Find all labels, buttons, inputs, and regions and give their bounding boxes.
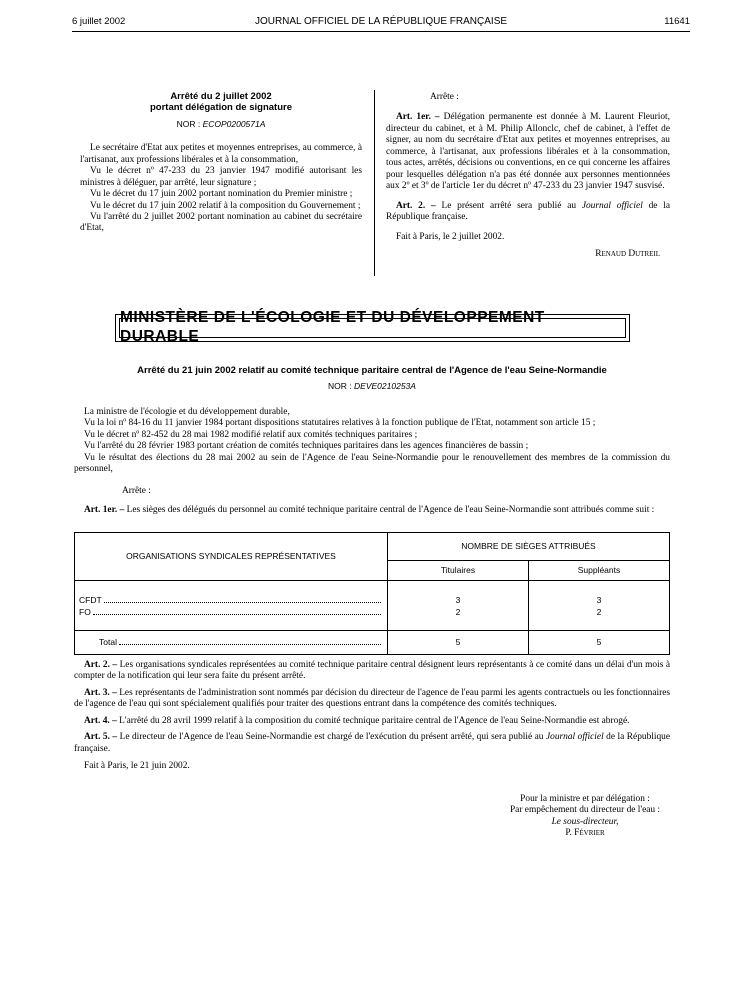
nor-label: NOR : xyxy=(328,380,355,391)
arrete1-visa: Vu le décret du 17 juin 2002 relatif à la composition du Gouvernement ; xyxy=(90,200,361,211)
arrete2-article xyxy=(74,688,670,711)
signature-line: Pour la ministre et par délégation : xyxy=(520,794,650,804)
org-name: FO xyxy=(79,607,91,617)
article-label: Art. 3. – xyxy=(84,687,117,698)
arrete1-nor xyxy=(80,119,362,129)
total-suppleants: 5 xyxy=(529,631,670,655)
fo-suppleants: 2 xyxy=(596,607,602,617)
table-header-sieges: NOMBRE DE SIÈGES ATTRIBUÉS xyxy=(388,533,670,561)
arrete2-article-5 xyxy=(74,732,670,755)
dot-leader xyxy=(104,594,381,603)
nor-label: NOR : xyxy=(176,118,203,129)
arrete2-article xyxy=(74,660,670,683)
table-header-suppleants: Suppléants xyxy=(529,561,670,581)
page-header xyxy=(72,16,690,32)
ministry-banner xyxy=(115,309,630,345)
journal-title: JOURNAL OFFICIEL DE LA RÉPUBLIQUE FRANÇAISE xyxy=(254,16,508,27)
fo-titulaires: 2 xyxy=(455,607,461,617)
article-label: Art. 4. – xyxy=(84,715,117,726)
arrete2-visa: Vu le décret nº 82-452 du 28 mai 1982 modifié relatif aux comités techniques paritaires ; xyxy=(84,429,418,440)
arrete1-signature: Renaud Dutreil xyxy=(595,249,660,260)
arrete1-title-line2: portant délégation de signature xyxy=(150,101,292,113)
org-row-fo xyxy=(79,606,383,618)
table-cell-titulaires xyxy=(388,581,529,631)
table-cell-orgs xyxy=(75,581,388,631)
header-date: 6 juillet 2002 xyxy=(72,16,126,27)
article-label: Art. 2. – xyxy=(84,660,118,670)
article-text: de la République française. xyxy=(74,732,670,754)
arrete1-visa: Vu l'arrêté du 2 juillet 2002 portant nomination au cabinet du secrétaire d'Etat, xyxy=(80,212,362,234)
arrete2-visa: Vu la loi nº 84-16 du 11 janvier 1984 portant dispositions statutaires relatives à la fonction publique de l'Etat, notamment son article 15 ; xyxy=(84,418,596,429)
article-label: Art. 1er. – xyxy=(396,112,440,123)
arrete2-title: Arrêté du 21 juin 2002 relatif au comité technique paritaire central de l'Agence de l'eau Seine-Normandie xyxy=(137,365,607,376)
nor-code: DEVE0210253A xyxy=(354,380,416,391)
article-text: Les sièges des délégués du personnel au comité technique paritaire central de l'Agence de l'eau Seine-Normandie sont attribués comme suit : xyxy=(126,505,655,516)
arrete1-fait: Fait à Paris, le 2 juillet 2002. xyxy=(396,231,505,242)
signature-name: P. Février xyxy=(565,828,605,839)
table-row xyxy=(75,581,670,631)
arrete2-article xyxy=(74,716,670,727)
org-row-cfdt xyxy=(79,594,383,606)
arrete2-visas xyxy=(74,407,670,517)
arrete2-heading xyxy=(74,366,670,391)
arrete2-fait: Fait à Paris, le 21 juin 2002. xyxy=(84,761,190,772)
article-text: Le directeur de l'Agence de l'eau Seine-Normandie est chargé de l'exécution du présent arrêté, qui sera publié au xyxy=(119,732,546,743)
article-label: Art. 2. – xyxy=(396,200,436,211)
arrete2-arrete-label: Arrête : xyxy=(122,485,151,496)
org-name: CFDT xyxy=(79,595,102,605)
signature-title: Le sous-directeur, xyxy=(551,816,619,827)
arrete1-article-1 xyxy=(386,112,670,192)
arrete2-nor xyxy=(74,381,670,391)
dot-leader xyxy=(119,637,381,644)
article-text: de la République française. xyxy=(386,200,670,223)
article-text: Délégation permanente est donnée à M. Laurent Fleuriot, directeur du cabinet, et à M. Philip Allonclc, chef de cabinet, à l'effet de signer, au nom du secrétaire d'Etat aux petites et moyennes entreprises, au commerce, à l'artisanat, aux professions libérales et à la consommation, tous actes, arrêtés, décisions ou conventions, en ce qui concerne les affaires pour lesquelles délégation n'a pas été donnée aux personnes mentionnées aux 2º et 3º de l'article 1er du décret nº 47-233 du 23 janvier 1947 susvisé. xyxy=(386,112,671,192)
article-label: Art. 1er. – xyxy=(84,505,125,516)
arrete1-visa: Vu le décret du 17 juin 2002 portant nomination du Premier ministre ; xyxy=(90,189,353,200)
arrete1-right-column xyxy=(386,92,670,261)
sieges-table xyxy=(74,532,670,655)
nor-code: ECOP0200571A xyxy=(202,118,266,129)
arrete1-visa: Vu le décret nº 47-233 du 23 janvier 1947 modifié autorisant les ministres à déléguer, par arrêté, leur signature ; xyxy=(80,166,362,188)
article-text: Les organisations syndicales représentées au comité technique paritaire central désignent leurs représentants à ce comité dans un délai d'un mois à compter de la notification qui leur sera faite du présent arrêté. xyxy=(74,660,670,682)
dot-leader xyxy=(93,606,381,615)
journal-officiel-italic: Journal officiel xyxy=(581,200,643,211)
column-divider xyxy=(374,90,375,276)
arrete2-visa: Vu l'arrêté du 28 février 1983 portant création de comités techniques paritaires dans les agences financières de bassin ; xyxy=(84,441,529,452)
journal-officiel-italic: Journal officiel xyxy=(545,732,604,743)
article-text: Les représentants de l'administration sont nommés par décision du directeur de l'agence de l'eau parmi les agents contractuels ou les fonctionnaires de l'agence de l'eau qui sont spécialement qualifiés pour traiter des questions entrant dans la compétence des comités techniques. xyxy=(74,687,671,710)
table-cell-suppleants xyxy=(529,581,670,631)
arrete1-left-column xyxy=(80,92,362,235)
signature-line: Par empêchement du directeur de l'eau : xyxy=(509,805,661,816)
arrete1-arrete-label: Arrête : xyxy=(430,92,459,102)
cfdt-suppleants: 3 xyxy=(596,595,602,605)
arrete1-visa: Le secrétaire d'Etat aux petites et moyennes entreprises, au commerce, à l'artisanat, aux professions libérales et à la consommation, xyxy=(80,143,362,165)
article-text: Le présent arrêté sera publié au xyxy=(441,200,582,211)
total-label: Total xyxy=(99,637,117,648)
arrete1-title-line1: Arrêté du 2 juillet 2002 xyxy=(170,91,272,102)
arrete2-visa: Vu le résultat des élections du 28 mai 2002 au sein de l'Agence de l'eau Seine-Normandie pour le renouvellement des membres de la commission du personnel, xyxy=(74,452,670,475)
signature-block xyxy=(460,794,680,840)
table-header-organisations: ORGANISATIONS SYNDICALES REPRÉSENTATIVES xyxy=(75,533,388,581)
table-cell-total-label xyxy=(75,631,388,655)
arrete2-article-1 xyxy=(74,505,670,516)
arrete2-visa: La ministre de l'écologie et du développement durable, xyxy=(84,407,290,417)
article-label: Art. 5. – xyxy=(84,732,118,743)
arrete1-article-2 xyxy=(386,201,670,224)
arrete2-articles xyxy=(74,660,670,773)
cfdt-titulaires: 3 xyxy=(455,595,461,605)
page-number: 11641 xyxy=(664,16,690,27)
article-text: L'arrêté du 28 avril 1999 relatif à la composition du comité technique paritaire central de l'Agence de l'eau Seine-Normandie est abrogé. xyxy=(119,715,630,726)
table-row-total xyxy=(75,631,670,655)
table-header-titulaires: Titulaires xyxy=(388,561,529,581)
total-titulaires: 5 xyxy=(388,631,529,655)
ministry-title: MINISTÈRE DE L'ÉCOLOGIE ET DU DÉVELOPPEMENT DURABLE xyxy=(119,318,626,338)
